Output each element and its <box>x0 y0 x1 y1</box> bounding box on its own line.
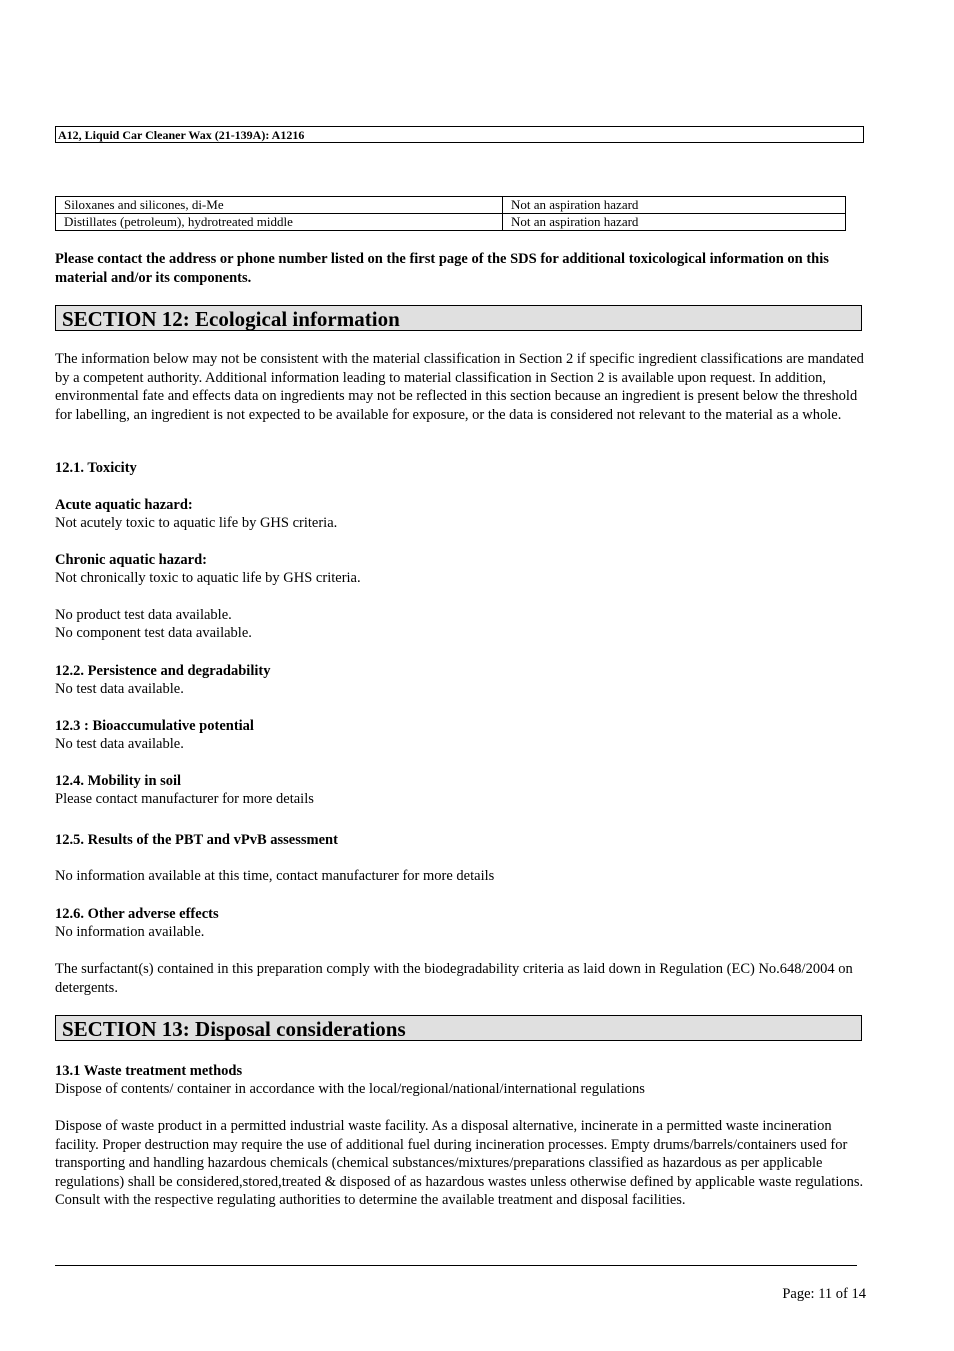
table-cell-ingredient: Distillates (petroleum), hydrotreated middle <box>56 214 503 231</box>
waste-treatment-heading: 13.1 Waste treatment methods <box>55 1063 243 1079</box>
no-component-data: No component test data available. <box>55 625 252 641</box>
contact-note: Please contact the address or phone number listed on the first page of the SDS for additional toxicological information on this material and/or its components. <box>55 251 829 286</box>
document-header: A12, Liquid Car Cleaner Wax (21-139A): A1216 <box>55 126 864 143</box>
no-product-data: No product test data available. <box>55 607 232 623</box>
pbt-heading: 12.5. Results of the PBT and vPvB assessment <box>55 832 338 848</box>
section-12-intro: The information below may not be consistent with the material classification in Section 2 if specific ingredient classifications are mandated by a competent authority. Additional information leading to material classification in Section 2 is available upon request. In addition, environmental fate and effects data on ingredients may not be reflected in this section because an ingredient is present below the threshold for labelling, an ingredient is not expected to be available for exposure, or the data is considered not relevant to the material as a whole. <box>55 351 864 423</box>
table-row <box>56 214 846 231</box>
chronic-hazard-text: Not chronically toxic to aquatic life by GHS criteria. <box>55 570 361 586</box>
bioaccumulative-text: No test data available. <box>55 736 184 752</box>
mobility-text: Please contact manufacturer for more details <box>55 791 314 807</box>
table-cell-value: Not an aspiration hazard <box>503 214 846 231</box>
aspiration-hazard-table <box>55 196 846 231</box>
mobility-heading: 12.4. Mobility in soil <box>55 773 182 789</box>
table-cell-ingredient: Siloxanes and silicones, di-Me <box>56 197 503 214</box>
persistence-heading: 12.2. Persistence and degradability <box>55 663 271 679</box>
table-row <box>56 197 846 214</box>
section-13-header: SECTION 13: Disposal considerations <box>55 1015 862 1041</box>
persistence-text: No test data available. <box>55 681 184 697</box>
acute-hazard-heading: Acute aquatic hazard: <box>55 497 193 513</box>
toxicity-heading: 12.1. Toxicity <box>55 460 137 476</box>
disposal-text: Dispose of waste product in a permitted industrial waste facility. As a disposal alternative, incinerate in a permitted waste incineration facility. Proper destruction may require the use of additional fuel during incineration processes. Empty drums/barrels/containers used for transporting and handling hazardous chemicals (chemical substances/mixtures/preparations classified as hazardous as per applicable regulations) shall be considered,stored,treated & disposed of as hazardous wastes unless otherwise defined by applicable waste regulations. Consult with the respective regulating authorities to determine the available treatment and disposal facilities. <box>55 1118 864 1208</box>
bioaccumulative-heading: 12.3 : Bioaccumulative potential <box>55 718 254 734</box>
other-effects-heading: 12.6. Other adverse effects <box>55 906 219 922</box>
section-12-header: SECTION 12: Ecological information <box>55 305 862 331</box>
page-number: Page: 11 of 14 <box>782 1286 866 1302</box>
other-effects-text: No information available. <box>55 924 205 940</box>
footer-rule <box>55 1265 857 1266</box>
surfactant-text: The surfactant(s) contained in this preparation comply with the biodegradability criteria as laid down in Regulation (EC) No.648/2004 on detergents. <box>55 961 853 996</box>
table-cell-value: Not an aspiration hazard <box>503 197 846 214</box>
waste-treatment-text: Dispose of contents/ container in accordance with the local/regional/national/international regulations <box>55 1081 645 1097</box>
acute-hazard-text: Not acutely toxic to aquatic life by GHS criteria. <box>55 515 338 531</box>
pbt-text: No information available at this time, contact manufacturer for more details <box>55 868 495 884</box>
chronic-hazard-heading: Chronic aquatic hazard: <box>55 552 207 568</box>
